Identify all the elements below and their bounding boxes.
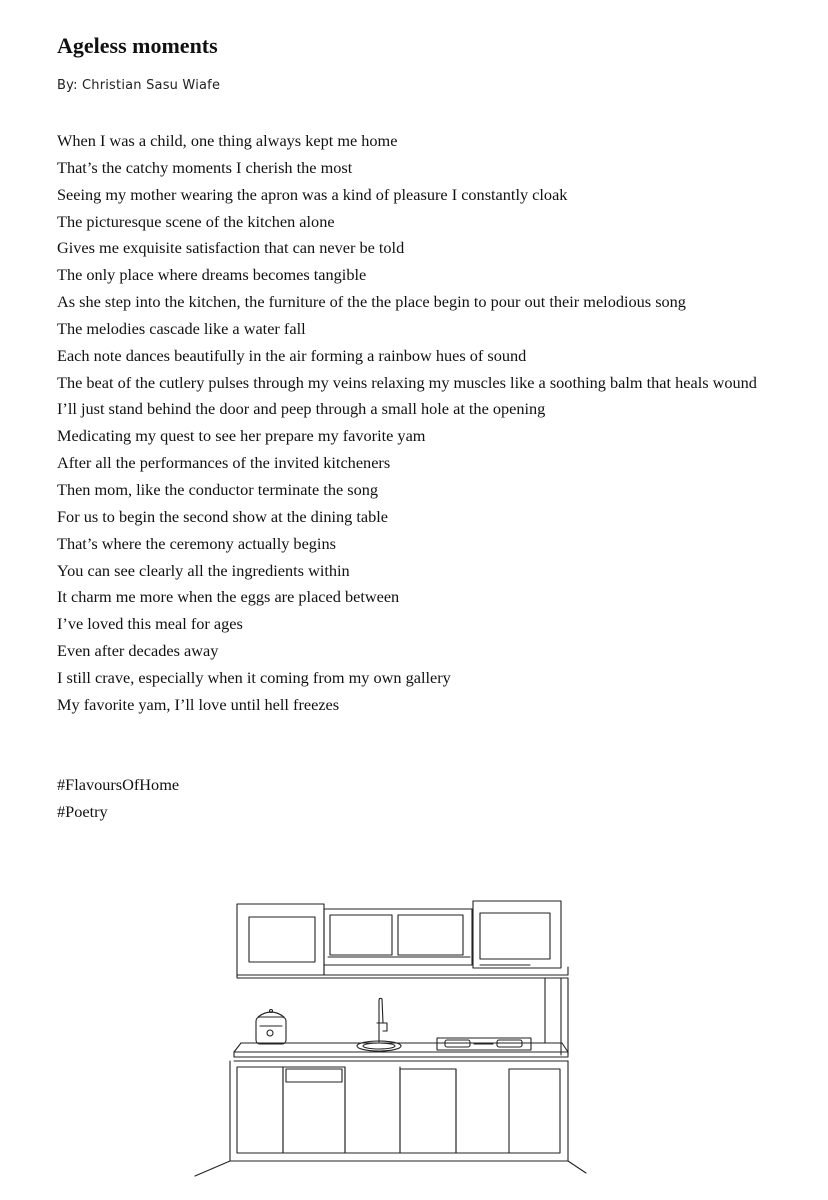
lower-cabinets bbox=[230, 1061, 568, 1161]
poem-line: When I was a child, one thing always kept me home bbox=[57, 131, 398, 150]
hashtag: #Poetry bbox=[57, 801, 108, 821]
poem-line: Each note dances beautifully in the air forming a rainbow hues of sound bbox=[57, 345, 527, 365]
kitchen-illustration bbox=[190, 895, 590, 1180]
poem-line: The picturesque scene of the kitchen alone bbox=[57, 211, 335, 231]
poem-line: I’ve loved this meal for ages bbox=[57, 614, 243, 634]
floor-lines bbox=[195, 1161, 586, 1176]
poem-line: That’s where the ceremony actually begins bbox=[57, 533, 336, 553]
poem-line: You can see clearly all the ingredients within bbox=[57, 560, 350, 580]
poem-line: For us to begin the second show at the dining table bbox=[57, 506, 388, 526]
stovetop bbox=[437, 1038, 531, 1050]
poem-line: Then mom, like the conductor terminate the song bbox=[57, 479, 379, 499]
poem-line: I still crave, especially when it coming from my own gallery bbox=[57, 667, 451, 687]
page-title: Ageless moments bbox=[57, 33, 218, 58]
poem-line: As she step into the kitchen, the furniture of the the place begin to pour out their melodious song bbox=[57, 292, 686, 312]
poem-line: My favorite yam, I’ll love until hell freezes bbox=[57, 694, 340, 714]
poem-line: After all the performances of the invited kitcheners bbox=[57, 453, 391, 473]
poem-line: Gives me exquisite satisfaction that can never be told bbox=[57, 238, 405, 258]
rice-cooker bbox=[256, 1010, 286, 1045]
hashtag-list bbox=[57, 772, 179, 826]
poem-line: I’ll just stand behind the door and peep through a small hole at the opening bbox=[57, 399, 546, 419]
poem-line: That’s the catchy moments I cherish the most bbox=[57, 157, 353, 177]
poem-body bbox=[57, 128, 787, 719]
poem-line: Even after decades away bbox=[57, 641, 219, 661]
poem-line: Medicating my quest to see her prepare my favorite yam bbox=[57, 426, 426, 446]
poem-line: The beat of the cutlery pulses through my veins relaxing my muscles like a soothing balm that heals wound bbox=[57, 372, 757, 392]
poem-line: The melodies cascade like a water fall bbox=[57, 318, 306, 338]
author-byline: By: Christian Sasu Wiafe bbox=[57, 78, 221, 93]
kitchen-line-drawing bbox=[190, 895, 590, 1180]
poem-line: It charm me more when the eggs are placed between bbox=[57, 587, 400, 607]
upper-cabinets bbox=[237, 901, 568, 978]
poem-line: The only place where dreams becomes tangible bbox=[57, 265, 367, 285]
poem-line: Seeing my mother wearing the apron was a kind of pleasure I constantly cloak bbox=[57, 184, 568, 204]
hashtag: #FlavoursOfHome bbox=[57, 775, 180, 794]
